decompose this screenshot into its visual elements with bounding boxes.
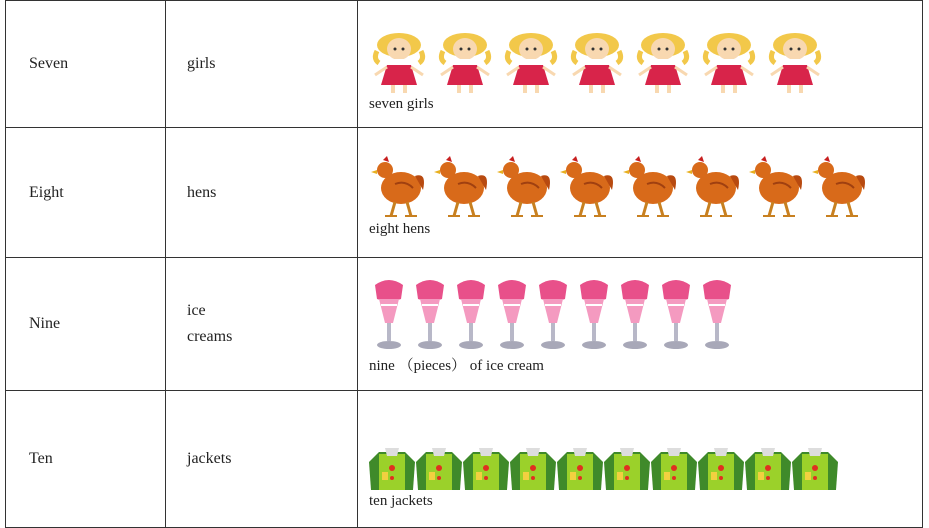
girl-icon: [633, 29, 693, 95]
picture-cell: [358, 128, 923, 258]
caption: ten jackets: [369, 493, 433, 509]
jacket-icon: [792, 444, 838, 492]
jacket-icons: [369, 408, 922, 492]
jacket-icon: [416, 444, 462, 492]
hen-icon: [747, 152, 807, 220]
girl-icon: [765, 29, 825, 95]
number-cell: [6, 1, 166, 128]
caption: eight hens: [369, 220, 431, 237]
jacket-icon: [745, 444, 791, 492]
picture-cell: [358, 258, 923, 391]
hen-icon: [810, 152, 870, 220]
noun-cell: [166, 128, 358, 258]
noun-cell: [166, 1, 358, 128]
picture-cell: [358, 391, 923, 528]
caption: nine （pieces） of ice cream: [369, 358, 544, 374]
noun-word: hens: [187, 183, 217, 201]
hen-icon: [495, 152, 555, 220]
jacket-icon: [651, 444, 697, 492]
girl-icons: [369, 15, 922, 95]
caption: seven girls: [369, 96, 434, 112]
ice-cream-icon: [574, 277, 614, 357]
ice-cream-icon: [533, 277, 573, 357]
noun-word: girls: [187, 55, 216, 73]
table-row: [6, 391, 923, 528]
girl-icon: [435, 29, 495, 95]
jacket-icon: [369, 444, 415, 492]
girl-icon: [369, 29, 429, 95]
jacket-icon: [510, 444, 556, 492]
vocabulary-table: [5, 0, 923, 528]
hen-icons: [369, 148, 922, 220]
ice-cream-icon: [615, 277, 655, 357]
hen-icon: [558, 152, 618, 220]
hen-icon: [432, 152, 492, 220]
number-cell: [6, 128, 166, 258]
girl-icon: [567, 29, 627, 95]
number-word: Nine: [29, 315, 61, 332]
number-cell: [6, 258, 166, 391]
jacket-icon: [463, 444, 509, 492]
ice-cream-icon: [656, 277, 696, 357]
jacket-icon: [557, 444, 603, 492]
ice-cream-icon: [492, 277, 532, 357]
number-word: Eight: [29, 183, 64, 201]
ice-cream-icons: [369, 273, 922, 357]
hen-icon: [684, 152, 744, 220]
table-row: [6, 258, 923, 391]
noun-cell: [166, 391, 358, 528]
noun-word: ice creams: [187, 302, 233, 345]
jacket-icon: [604, 444, 650, 492]
girl-icon: [501, 29, 561, 95]
number-cell: [6, 391, 166, 528]
number-word: Seven: [29, 55, 69, 72]
jacket-icon: [698, 444, 744, 492]
hen-icon: [369, 152, 429, 220]
table-row: [6, 128, 923, 258]
picture-cell: [358, 1, 923, 128]
noun-word: jackets: [187, 450, 232, 468]
table-row: [6, 1, 923, 128]
ice-cream-icon: [451, 277, 491, 357]
ice-cream-icon: [410, 277, 450, 357]
girl-icon: [699, 29, 759, 95]
ice-cream-icon: [369, 277, 409, 357]
hen-icon: [621, 152, 681, 220]
ice-cream-icon: [697, 277, 737, 357]
noun-cell: [166, 258, 358, 391]
number-word: Ten: [29, 450, 53, 467]
